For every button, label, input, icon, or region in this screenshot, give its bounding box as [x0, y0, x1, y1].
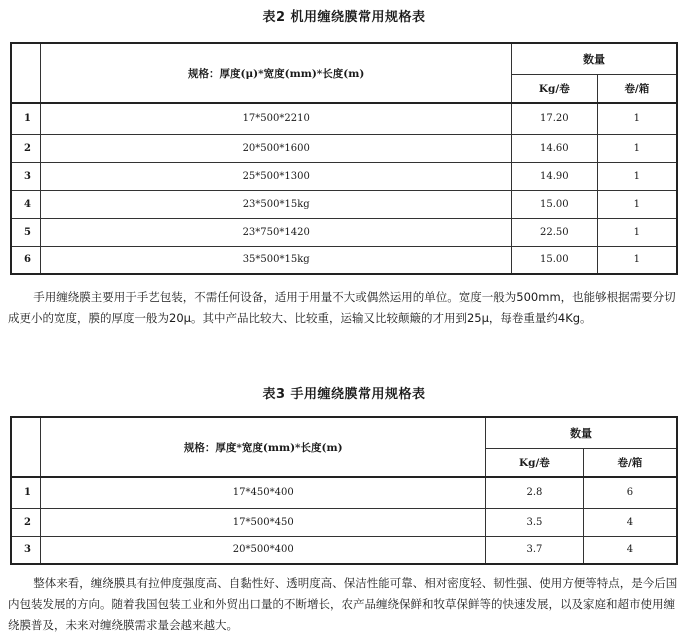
- row-kg: 14.90: [511, 162, 597, 190]
- table-row: [11, 162, 677, 190]
- row-spec: 25*500*1300: [41, 162, 511, 190]
- header-quantity: 数量: [486, 417, 677, 448]
- header-kg-per-roll: Kg/卷: [511, 74, 597, 103]
- table3-caption: 表3 手用缠绕膜常用规格表: [262, 387, 426, 402]
- machine-stretch-film-spec-table: [10, 42, 678, 275]
- row-number: 3: [11, 536, 41, 564]
- table-row: [11, 103, 677, 134]
- header-rolls-per-box: 卷/箱: [597, 74, 677, 103]
- row-number: 5: [11, 218, 41, 246]
- manual-stretch-film-spec-table: [10, 416, 678, 565]
- paragraph-outlook: 整体来看，缠绕膜具有拉伸度强度高、自黏性好、透明度高、保洁性能可靠、相对密度轻、韧性强、使用方便等特点，是今后国内包装发展的方向。随着我国包装工业和外贸出口量的不断增长，农产品缠绕保鲜和牧草保鲜等的快速发展，以及家庭和超市使用缠绕膜普及，未来对缠绕膜需求量会越来越大。: [8, 576, 678, 632]
- header-rolls-per-box: 卷/箱: [583, 448, 677, 477]
- header-number-cell: [11, 43, 41, 103]
- paragraph-manual-film: 手用缠绕膜主要用于手艺包装，不需任何设备，适用于用量不大或偶然运用的单位。宽度一般为500mm，也能够根据需要分切成更小的宽度，膜的厚度一般为20μ。其中产品比较大、比较重，运输又比较颠簸的才用到25μ，每卷重量约4Kg。: [8, 290, 676, 325]
- row-spec: 20*500*1600: [41, 134, 511, 162]
- row-spec: 23*750*1420: [41, 218, 511, 246]
- row-kg: 15.00: [511, 190, 597, 218]
- row-spec: 17*500*2210: [41, 103, 511, 134]
- row-box: 4: [583, 536, 677, 564]
- row-spec: 20*500*400: [41, 536, 486, 564]
- table2-caption: 表2 机用缠绕膜常用规格表: [262, 10, 426, 25]
- row-number: 1: [11, 477, 41, 508]
- row-kg: 22.50: [511, 218, 597, 246]
- table-row: [11, 536, 677, 564]
- header-spec: 规格：厚度(μ)*宽度(mm)*长度(m): [41, 43, 511, 103]
- table-row: [11, 190, 677, 218]
- row-spec: 17*450*400: [41, 477, 486, 508]
- row-kg: 3.7: [486, 536, 584, 564]
- row-spec: 23*500*15kg: [41, 190, 511, 218]
- row-box: 1: [597, 218, 677, 246]
- table-row: [11, 508, 677, 536]
- row-kg: 15.00: [511, 246, 597, 274]
- table-row: [11, 134, 677, 162]
- row-box: 1: [597, 134, 677, 162]
- header-number-cell: [11, 417, 41, 477]
- row-number: 6: [11, 246, 41, 274]
- row-box: 4: [583, 508, 677, 536]
- row-box: 1: [597, 103, 677, 134]
- table-row: [11, 477, 677, 508]
- table-row: [11, 218, 677, 246]
- header-quantity: 数量: [511, 43, 677, 74]
- row-box: 6: [583, 477, 677, 508]
- header-spec: 规格：厚度*宽度(mm)*长度(m): [41, 417, 486, 477]
- row-number: 1: [11, 103, 41, 134]
- row-kg: 14.60: [511, 134, 597, 162]
- row-spec: 17*500*450: [41, 508, 486, 536]
- row-kg: 17.20: [511, 103, 597, 134]
- row-spec: 35*500*15kg: [41, 246, 511, 274]
- row-number: 4: [11, 190, 41, 218]
- row-box: 1: [597, 190, 677, 218]
- table-row: [11, 246, 677, 274]
- row-number: 3: [11, 162, 41, 190]
- row-box: 1: [597, 162, 677, 190]
- row-number: 2: [11, 134, 41, 162]
- row-kg: 2.8: [486, 477, 584, 508]
- row-kg: 3.5: [486, 508, 584, 536]
- row-number: 2: [11, 508, 41, 536]
- row-box: 1: [597, 246, 677, 274]
- header-kg-per-roll: Kg/卷: [486, 448, 584, 477]
